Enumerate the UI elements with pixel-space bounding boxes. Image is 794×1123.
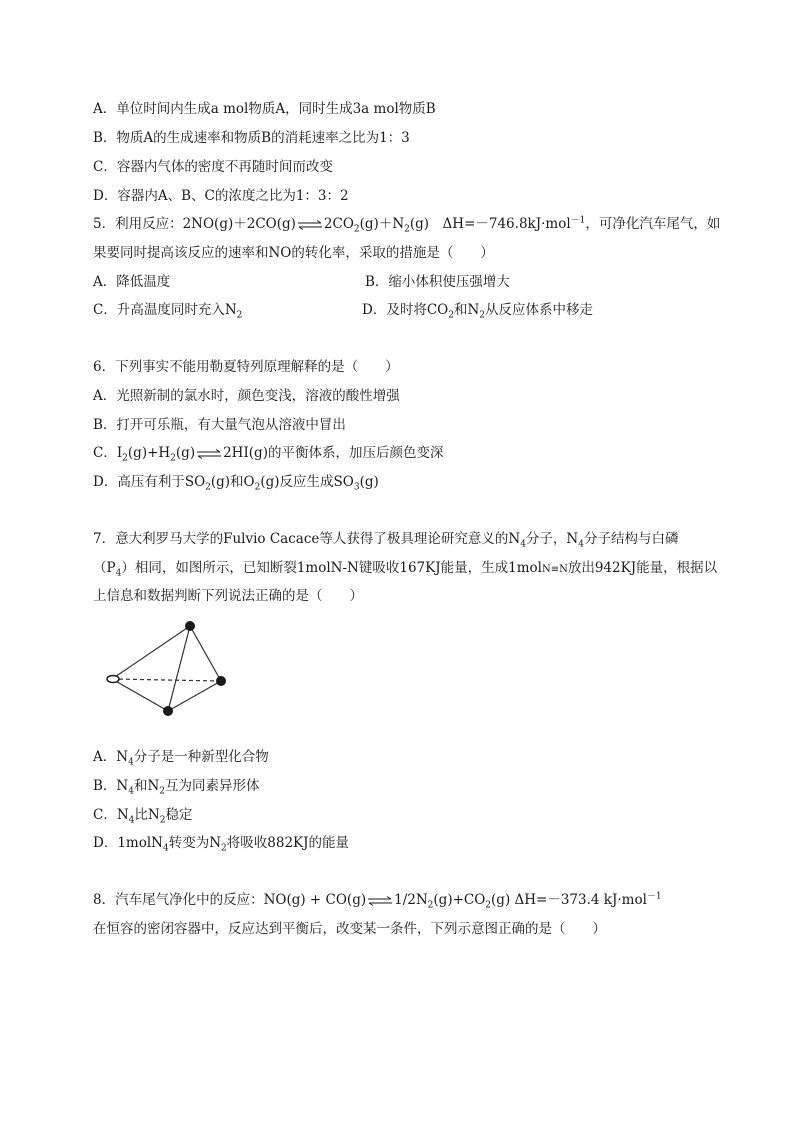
n-atom-right	[216, 676, 226, 686]
q7-stem-line3: 上信息和数据判断下列说法正确的是（ ）	[93, 588, 363, 604]
q7-option-c: C．$N_4$比$N_2$稳定	[93, 807, 193, 826]
q8-stem-line2: 在恒容的密闭容器中，反应达到平衡后，改变某一条件，下列示意图正确的是（ ）	[93, 921, 606, 937]
q7-option-d: D．1molN$_4$转变为$N_2$将吸收882KJ的能量	[93, 835, 350, 854]
q5-option-a: A．降低温度	[93, 274, 171, 290]
q5-stem-line1: 5．利用反应：2NO(g)＋2CO(g) $2CO_2(g)+N_2(g)$ ΔH=－746.8kJ·mol$^{-1}$，可净化汽车尾气，如	[93, 215, 721, 235]
q6-option-d: D．高压有利于$SO_2(g)$和$O_2(g)$反应生成$SO_3(g)$	[93, 474, 379, 493]
equilibrium-arrow-icon	[196, 449, 222, 459]
q6-stem: 6．下列事实不能用勒夏特列原理解释的是（ ）	[93, 359, 399, 375]
n-atom-top	[185, 621, 195, 631]
equilibrium-arrow-icon	[297, 220, 323, 230]
q4-option-c: C．容器内气体的密度不再随时间而改变	[93, 159, 333, 175]
q7-option-b: B．$N_4$和$N_2$互为同素异形体	[93, 778, 260, 797]
q4-option-d: D．容器内A、B、C的浓度之比为1：3：2	[93, 188, 349, 204]
n-atom-bottom	[163, 706, 173, 716]
q7-stem-line1: 7．意大利罗马大学的Fulvio Cacace等人获得了极具理论研究意义的$N_4$分子，$N_4$分子结构与白磷	[93, 531, 679, 550]
n4-tetrahedron-figure	[100, 618, 240, 720]
q6-option-b: B．打开可乐瓶，有大量气泡从溶液中冒出	[93, 417, 346, 433]
q8-stem-line1: 8．汽车尾气净化中的反应：NO(g) + CO(g) $1/2N_2(g)+CO_2(g)$ ΔH=－373.4 kJ·mol$^{-1}$	[93, 891, 662, 911]
q7-option-a: A．$N_4$分子是一种新型化合物	[93, 749, 269, 768]
q5-option-d: D．及时将$CO_2$和$N_2$从反应体系中移走	[362, 302, 594, 321]
q7-stem-line2: $(P_4)$相同，如图所示，已知断裂1molN-N键吸收167KJ能量，生成1molN≡N放出942KJ能量，根据以	[93, 560, 718, 579]
equilibrium-arrow-icon	[367, 896, 393, 906]
q4-option-b: B．物质A的生成速率和物质B的消耗速率之比为1：3	[93, 130, 410, 146]
q6-option-c: C．$I_2(g)+H_2(g)$ 2HI(g)的平衡体系，加压后颜色变深	[93, 445, 444, 464]
q4-option-a: A．单位时间内生成a mol物质A，同时生成3a mol物质B	[93, 101, 436, 117]
n-atom-left	[107, 676, 119, 683]
q5-option-c: C．升高温度同时充入$N_2$	[93, 302, 243, 321]
q5-stem-line2: 果要同时提高该反应的速率和NO的转化率，采取的措施是（ ）	[93, 245, 494, 261]
q6-option-a: A．光照新制的氯水时，颜色变浅，溶液的酸性增强	[93, 388, 400, 404]
q5-option-b: B．缩小体积使压强增大	[365, 274, 510, 290]
